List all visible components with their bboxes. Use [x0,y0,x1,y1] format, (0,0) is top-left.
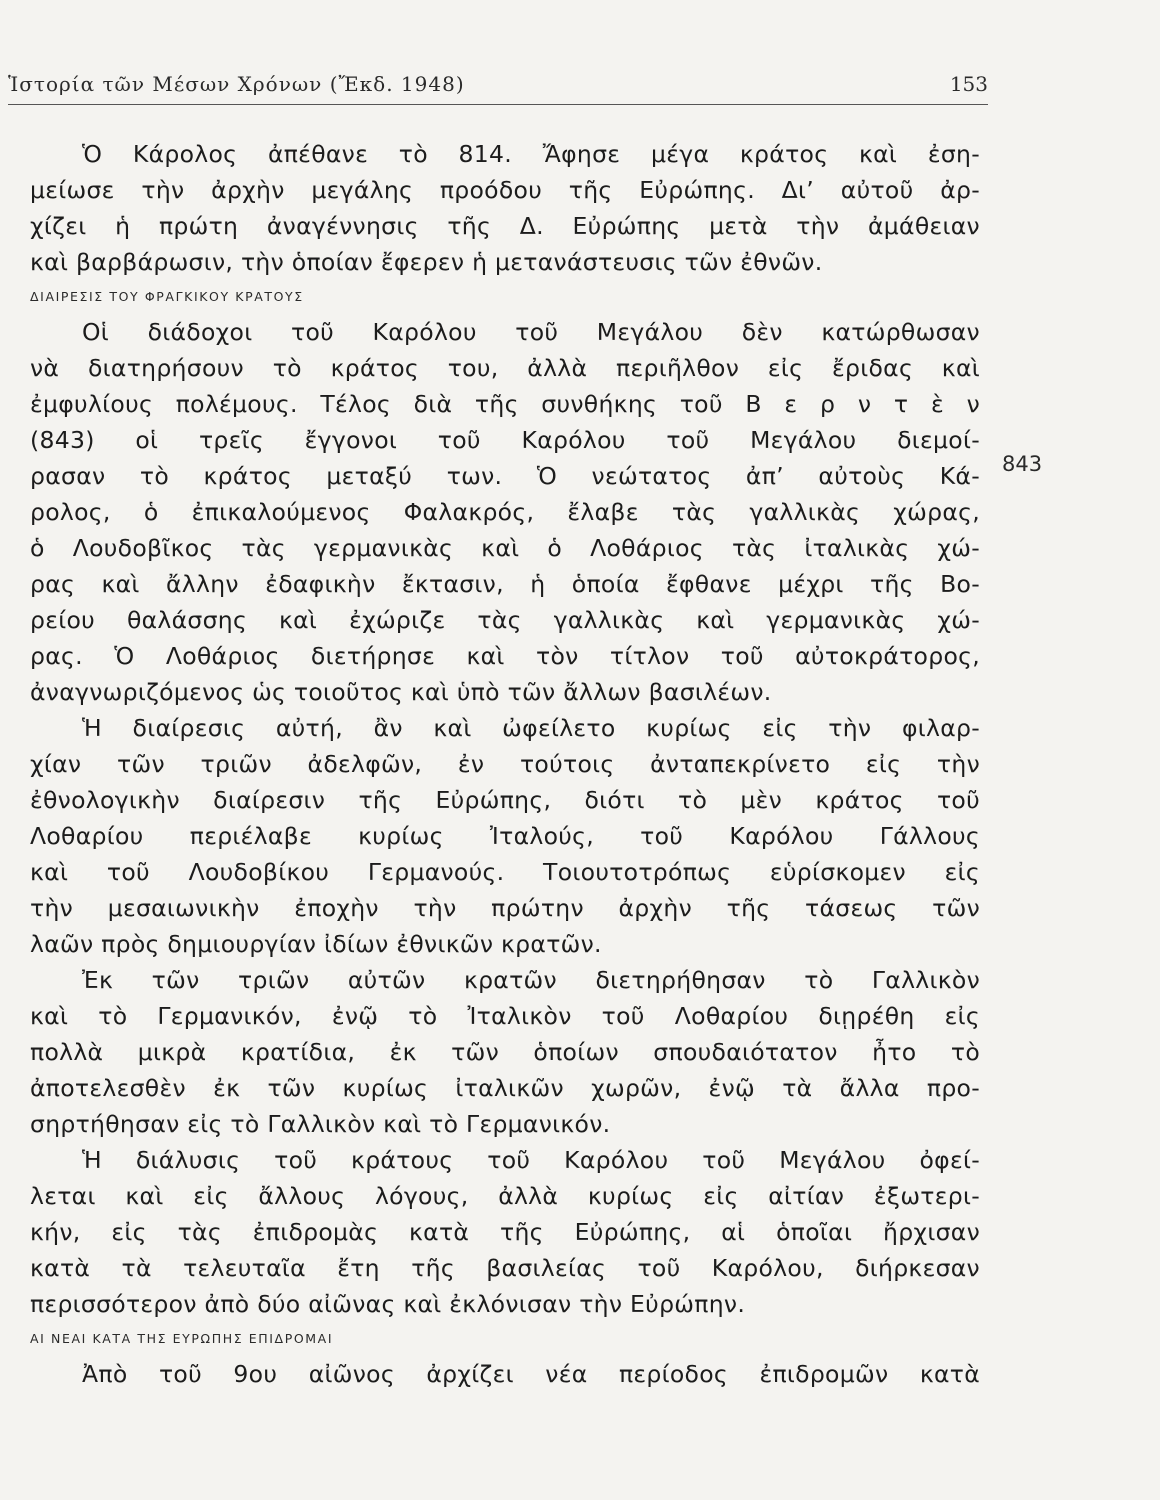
text-line: Ἡ διάλυσις τοῦ κράτους τοῦ Καρόλου τοῦ Μεγάλου ὀφεί- [82,1146,980,1174]
text-line: ἐμφυλίους πολέμους. Τέλος διὰ τῆς συνθήκης τοῦ Β ε ρ ν τ ὲ ν [30,390,980,418]
text-line: σηρτήθησαν εἰς τὸ Γαλλικὸν καὶ τὸ Γερμανικόν. [30,1110,611,1138]
text-line: χίαν τῶν τριῶν ἀδελφῶν, ἐν τούτοις ἀνταπεκρίνετο εἰς τὴν [30,750,980,778]
running-head [0,70,1160,110]
margin-note-year: 843 [1002,452,1043,476]
section-heading: ΑΙ ΝΕΑΙ ΚΑΤΑ ΤΗΣ ΕΥΡΩΠΗΣ ΕΠΙΔΡΟΜΑΙ [30,1331,334,1346]
running-head-title: Ἱστορία τῶν Μέσων Χρόνων (Ἔκδ. 1948) [8,72,465,96]
text-line: κατὰ τὰ τελευταῖα ἔτη τῆς βασιλείας τοῦ Καρόλου, διήρκεσαν [30,1254,980,1282]
text-line: Ἡ διαίρεσις αὐτή, ἂν καὶ ὠφείλετο κυρίως εἰς τὴν φιλαρ- [82,714,980,742]
text-line: νὰ διατηρήσουν τὸ κράτος του, ἀλλὰ περιῆλθον εἰς ἔριδας καὶ [30,354,980,382]
text-line: χίζει ἡ πρώτη ἀναγέννησις τῆς Δ. Εὐρώπης μετὰ τὴν ἀμάθειαν [30,212,980,240]
text-line: μείωσε τὴν ἀρχὴν μεγάλης προόδου τῆς Εὐρώπης. Δι’ αὐτοῦ ἀρ- [30,176,980,204]
text-line: πολλὰ μικρὰ κρατίδια, ἐκ τῶν ὁποίων σπουδαιότατον ἦτο τὸ [30,1038,980,1066]
text-line: Ἀπὸ τοῦ 9ου αἰῶνος ἀρχίζει νέα περίοδος ἐπιδρομῶν κατὰ [82,1360,980,1388]
text-line: Λοθαρίου περιέλαβε κυρίως Ἰταλούς, τοῦ Καρόλου Γάλλους [30,822,980,850]
text-line: κήν, εἰς τὰς ἐπιδρομὰς κατὰ τῆς Εὐρώπης, αἱ ὁποῖαι ἤρχισαν [30,1218,980,1246]
text-line: ρασαν τὸ κράτος μεταξύ των. Ὁ νεώτατος ἀπ’ αὐτοὺς Κά- [30,462,980,490]
text-line: περισσότερον ἀπὸ δύο αἰῶνας καὶ ἐκλόνισαν τὴν Εὐρώπην. [30,1290,746,1318]
text-line: ρας. Ὁ Λοθάριος διετήρησε καὶ τὸν τίτλον τοῦ αὐτοκράτορος, [30,642,980,670]
page-number: 153 [949,72,988,96]
text-line: ὁ Λουδοβῖκος τὰς γερμανικὰς καὶ ὁ Λοθάριος τὰς ἰταλικὰς χώ- [30,534,980,562]
body-text [30,136,980,1392]
text-line: λεται καὶ εἰς ἄλλους λόγους, ἀλλὰ κυρίως εἰς αἰτίαν ἐξωτερι- [30,1182,980,1210]
text-line: ρείου θαλάσσης καὶ ἐχώριζε τὰς γαλλικὰς καὶ γερμανικὰς χώ- [30,606,980,634]
text-line: τὴν μεσαιωνικὴν ἐποχὴν τὴν πρώτην ἀρχὴν τῆς τάσεως τῶν [30,894,980,922]
section-heading: ΔΙΑΙΡΕΣΙΣ ΤΟΥ ΦΡΑΓΚΙΚΟΥ ΚΡΑΤΟΥΣ [30,289,304,304]
text-line: (843) οἱ τρεῖς ἔγγονοι τοῦ Καρόλου τοῦ Μεγάλου διεμοί- [30,426,980,454]
text-line: ἀναγνωριζόμενος ὡς τοιοῦτος καὶ ὑπὸ τῶν ἄλλων βασιλέων. [30,678,772,706]
text-line: ρας καὶ ἄλλην ἐδαφικὴν ἔκτασιν, ἡ ὁποία ἔφθανε μέχρι τῆς Βο- [30,570,980,598]
text-line: καὶ τοῦ Λουδοβίκου Γερμανούς. Τοιουτοτρόπως εὑρίσκομεν εἰς [30,858,980,886]
text-line: Οἱ διάδοχοι τοῦ Καρόλου τοῦ Μεγάλου δὲν κατώρθωσαν [82,318,980,346]
text-line: Ὁ Κάρολος ἀπέθανε τὸ 814. Ἄφησε μέγα κράτος καὶ ἐση- [82,140,980,168]
text-line: καὶ τὸ Γερμανικόν, ἐνῷ τὸ Ἰταλικὸν τοῦ Λοθαρίου διῃρέθη εἰς [30,1002,980,1030]
header-rule [8,104,988,105]
text-line: ἀποτελεσθὲν ἐκ τῶν κυρίως ἰταλικῶν χωρῶν, ἐνῷ τὰ ἄλλα προ- [30,1074,980,1102]
text-line: ρολος, ὁ ἐπικαλούμενος Φαλακρός, ἔλαβε τὰς γαλλικὰς χώρας, [30,498,980,526]
text-line: ἐθνολογικὴν διαίρεσιν τῆς Εὐρώπης, διότι τὸ μὲν κράτος τοῦ [30,786,980,814]
text-line: Ἐκ τῶν τριῶν αὐτῶν κρατῶν διετηρήθησαν τὸ Γαλλικὸν [82,966,980,994]
text-line: λαῶν πρὸς δημιουργίαν ἰδίων ἐθνικῶν κρατῶν. [30,930,602,958]
text-line: καὶ βαρβάρωσιν, τὴν ὁποίαν ἔφερεν ἡ μετανάστευσις τῶν ἐθνῶν. [30,248,823,276]
